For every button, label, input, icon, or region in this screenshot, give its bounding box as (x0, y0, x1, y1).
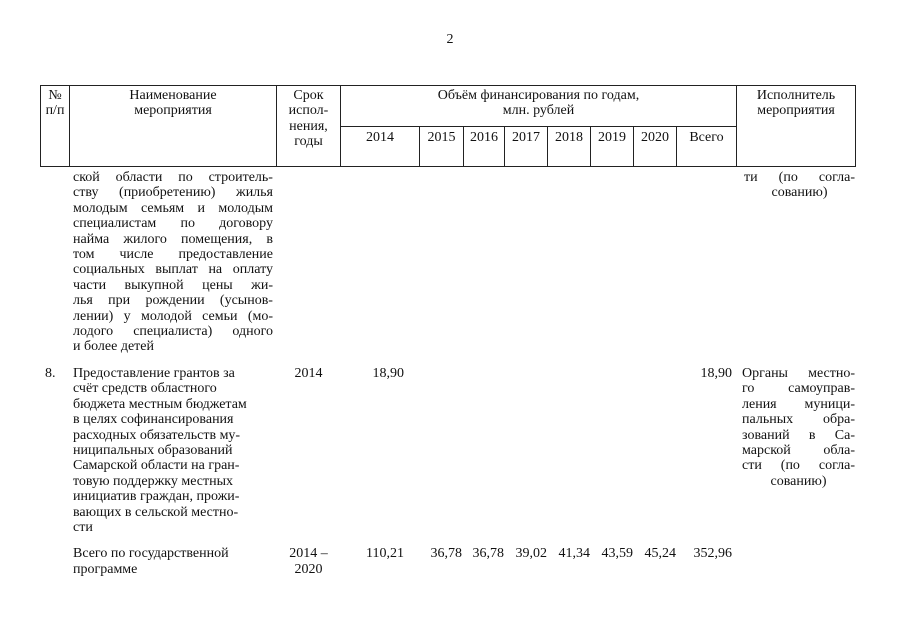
row8-executor-line: го самоупрaв- (742, 381, 855, 397)
row8-name-line: ниципальных образований (73, 442, 233, 458)
continued-name-line: социальных выплат на оплату (73, 262, 273, 278)
header-term-line4: годы (294, 134, 323, 150)
header-name-line2: мероприятия (134, 103, 212, 118)
row8-name-line: Самарской области на гран- (73, 458, 240, 474)
row8-name-line: счёт средств областного (73, 381, 217, 397)
header-year-2015: 2015 (427, 130, 456, 145)
continued-name-line: найма жилого помещения, в (73, 231, 273, 247)
row8-executor-line: сти (по согла- (742, 458, 855, 474)
total-term-line2: 2020 (294, 562, 323, 577)
total-value-2020: 45,24 (644, 546, 676, 561)
continued-executor-line: ти (по согла- (744, 170, 855, 185)
header-funding-line2: млн. рублей (502, 103, 575, 118)
total-term-line1: 2014 – (289, 546, 328, 561)
continued-name-line: части выкупной цены жи- (73, 277, 273, 293)
header-number-symbol: № (48, 88, 62, 103)
continued-name-line: специалистам по договору (73, 216, 273, 232)
total-value-sum: 352,96 (693, 546, 732, 561)
total-value-2018: 41,34 (558, 546, 590, 561)
row8-executor-line: пальных обра- (742, 412, 855, 428)
continued-name-line: том числе предоставление (73, 246, 273, 262)
header-term-line1: Срок (293, 88, 324, 103)
continued-row-executor (744, 170, 855, 201)
row8-executor-line: зований в Са- (742, 427, 855, 443)
row8-term: 2014 (294, 366, 323, 381)
header-term-line2: испол- (288, 103, 329, 119)
continued-executor-line: сованию) (771, 185, 828, 201)
continued-name-line: лодого специалиста) одного (73, 323, 273, 339)
row8-name-line: вающих в сельской местно- (73, 504, 239, 520)
header-executor-line1: Исполнитель (756, 88, 836, 103)
header-year-2014: 2014 (366, 130, 394, 145)
page-number: 2 (446, 32, 454, 47)
row8-name-line: бюджета местным бюджетам (73, 396, 247, 412)
total-value-2019: 43,59 (601, 546, 633, 561)
row8-name-line: расходных обязательств му- (73, 427, 241, 443)
total-value-2015: 36,78 (430, 546, 462, 561)
continued-name-line: ству (приобретению) жилья (73, 185, 273, 201)
continued-name-line: лении) у молодой семьи (мо- (73, 308, 273, 324)
total-label-line1: Всего по государственной (73, 546, 229, 561)
header-year-2018: 2018 (555, 130, 583, 145)
row8-executor-line: сованию) (770, 473, 827, 489)
header-year-2019: 2019 (598, 130, 626, 145)
header-year-2020: 2020 (641, 130, 669, 145)
continued-name-line: и более детей (73, 339, 155, 355)
row8-name-line: инициатив граждан, прожи- (73, 489, 240, 505)
row8-number: 8. (45, 366, 56, 381)
header-executor-line2: мероприятия (757, 103, 835, 118)
row8-executor-line: марской обла- (742, 442, 855, 458)
header-term-line3: нения, (289, 118, 328, 134)
header-name-line1: Наименование (129, 88, 217, 103)
row8-value-2014: 18,90 (372, 366, 404, 381)
continued-row-name (73, 170, 273, 355)
row8-name-line: товую поддержку местных (73, 473, 234, 489)
header-year-2017: 2017 (512, 130, 540, 145)
total-value-2017: 39,02 (515, 546, 547, 561)
continued-name-line: ской области по строитель- (73, 170, 273, 185)
row8-executor-line: Органы местно- (742, 366, 855, 381)
header-number-label: п/п (45, 103, 65, 118)
total-value-2014: 110,21 (366, 546, 404, 561)
row8-total: 18,90 (700, 366, 732, 381)
continued-name-line: молодым семьям и молодым (73, 200, 273, 216)
row8-name-line: Предоставление грантов за (73, 366, 235, 381)
total-label-line2: программе (73, 562, 138, 577)
row8-executor-line: ления муници- (742, 396, 855, 412)
header-year-2016: 2016 (470, 130, 498, 145)
header-total: Всего (689, 130, 724, 145)
total-value-2016: 36,78 (472, 546, 504, 561)
row8-name (73, 366, 273, 535)
continued-name-line: лья при рождении (усынов- (73, 293, 273, 309)
row8-name-line: сти (73, 519, 93, 535)
row8-name-line: в целях софинансирования (73, 412, 234, 428)
header-funding-line1: Объём финансирования по годам, (437, 88, 640, 103)
row8-executor (742, 366, 855, 489)
